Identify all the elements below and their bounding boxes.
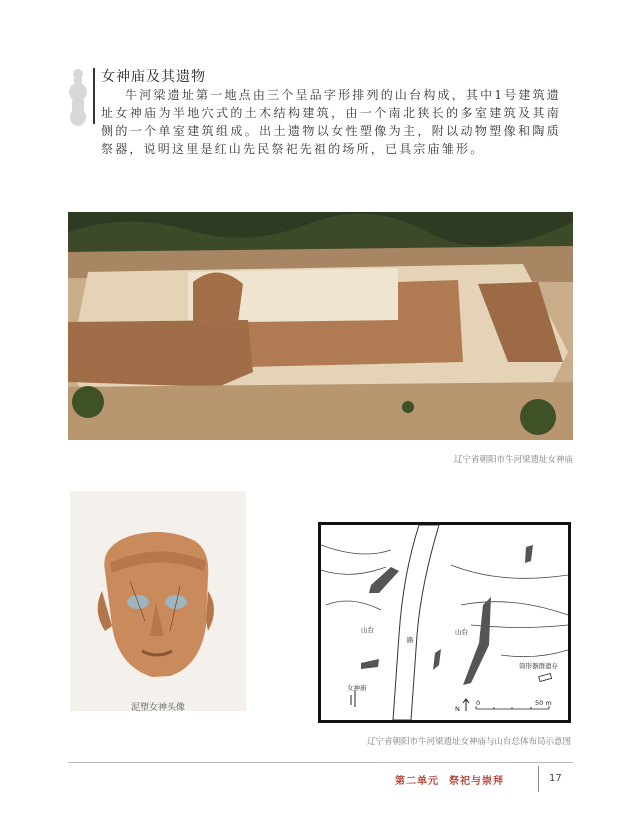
excavation-site-photo — [68, 212, 573, 440]
figurine-emblem-icon — [67, 68, 89, 128]
site-layout-map — [318, 522, 571, 723]
footer-separator — [538, 766, 539, 792]
map-label-ruins: 筒形器群遗存 — [519, 662, 558, 670]
intro-paragraph — [101, 86, 561, 158]
site-photo-caption: 辽宁省朝阳市牛河梁遗址女神庙 — [453, 455, 573, 465]
intro-text: 牛河梁遗址第一地点由三个呈品字形排列的山台构成，其中1号建筑遗址女神庙为半地穴式的土木结构建筑，由一个南北狭长的多室建筑及其南侧的一个单室建筑组成。出土遗物以女性塑像为主，附以动物塑像和陶质祭器，说明这里是红山先民祭祀先祖的场所，已具宗庙雏形。 — [101, 88, 561, 156]
footer-divider — [68, 762, 573, 763]
footer-unit-label: 第二单元 — [395, 776, 439, 787]
map-label-platform-right: 山台 — [455, 628, 468, 636]
footer-unit-title: 祭祀与崇拜 — [449, 776, 504, 787]
map-caption: 辽宁省朝阳市牛河梁遗址女神庙与山台总体布局示意图 — [366, 737, 571, 747]
page-number: 17 — [549, 773, 562, 784]
goddess-head-photo — [70, 491, 246, 711]
title-accent-bar — [93, 68, 95, 124]
section-title: 女神庙及其遗物 — [101, 69, 206, 85]
map-label-temple: 女神庙 — [347, 684, 367, 692]
head-photo-caption: 泥塑女神头像 — [130, 703, 185, 713]
map-label-platform-left: 山台 — [361, 626, 374, 634]
footer-unit — [395, 772, 515, 787]
map-label-road: 路 — [407, 636, 414, 644]
map-label-scale-end: 50 m — [535, 699, 552, 707]
map-label-north: N — [455, 705, 460, 713]
map-label-scale-start: 0 — [476, 699, 481, 707]
